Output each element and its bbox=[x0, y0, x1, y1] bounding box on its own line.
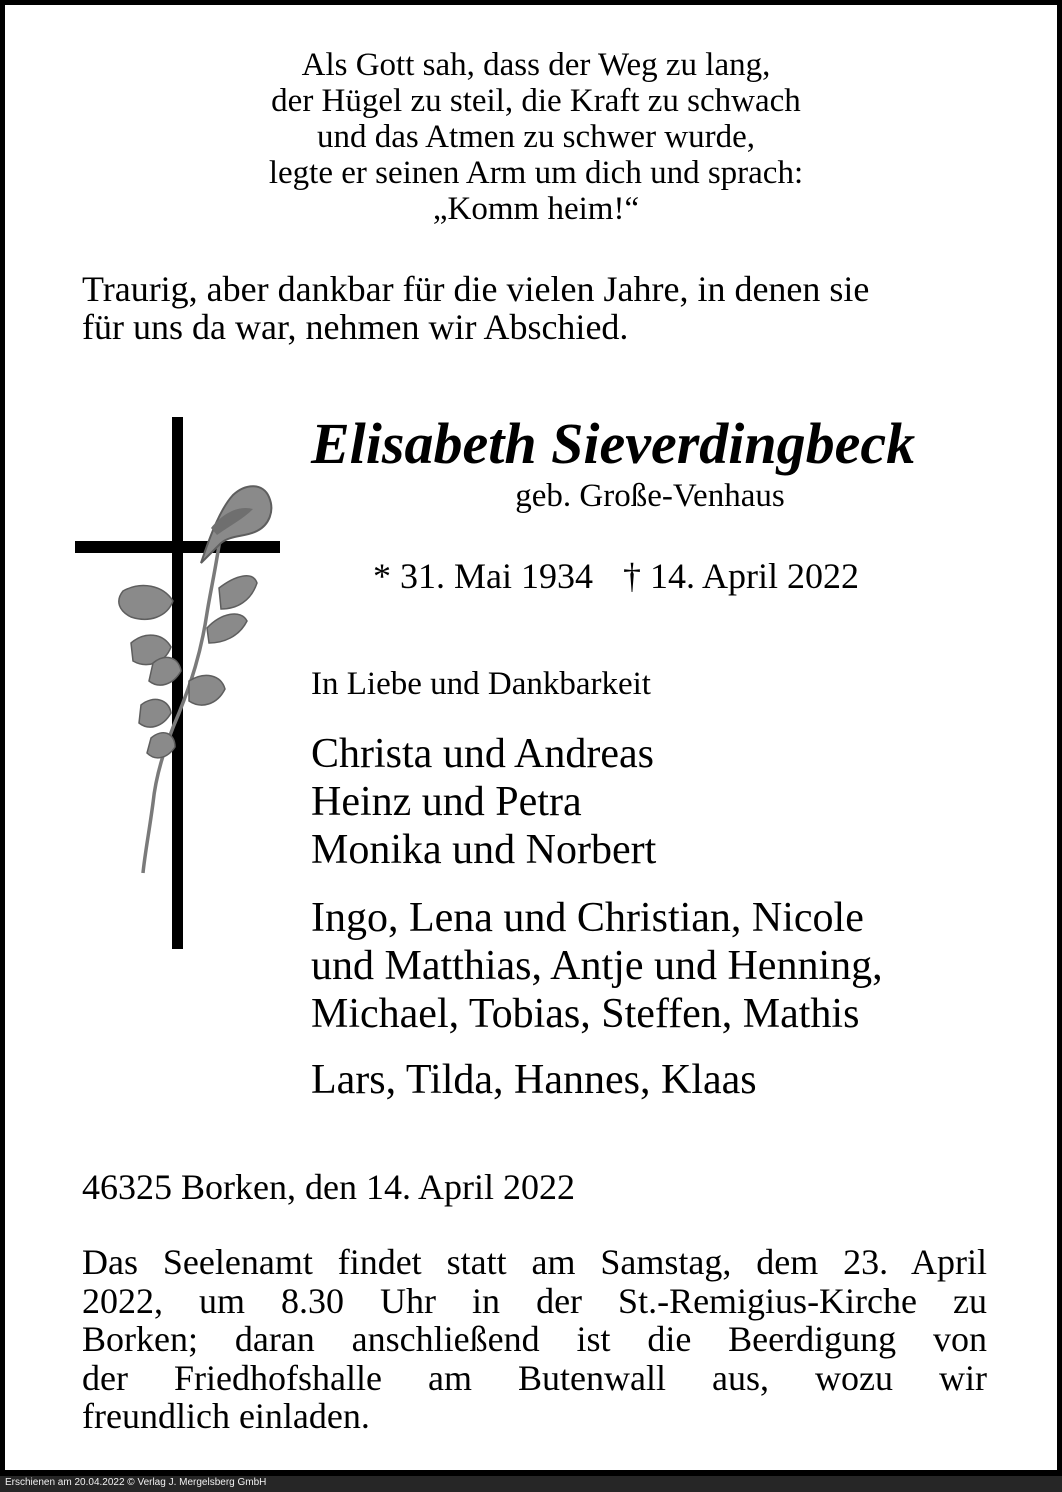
birth-date: * 31. Mai 1934 bbox=[373, 556, 593, 596]
poem-line: und das Atmen zu schwer wurde, bbox=[316, 119, 756, 155]
poem-line: legte er seinen Arm um dich und sprach: bbox=[268, 155, 804, 191]
poem-line: Als Gott sah, dass der Weg zu lang, bbox=[301, 47, 771, 83]
mourner-line: Christa und Andreas bbox=[311, 731, 654, 777]
dedication: In Liebe und Dankbarkeit bbox=[311, 666, 651, 702]
deceased-name: Elisabeth Sieverdingbeck bbox=[311, 411, 916, 476]
service-line: 2022, um 8.30 Uhr in der St.-Remigius-Kirche zu bbox=[82, 1280, 987, 1321]
service-information bbox=[82, 1243, 987, 1436]
intro-line: für uns da war, nehmen wir Abschied. bbox=[82, 307, 629, 347]
poem-line: „Komm heim!“ bbox=[432, 191, 640, 227]
service-line: Das Seelenamt findet statt am Samstag, dem 23. April bbox=[82, 1242, 987, 1282]
mourner-line: und Matthias, Antje und Henning, bbox=[311, 943, 883, 989]
service-line: Borken; daran anschließend ist die Beerdigung von bbox=[82, 1319, 987, 1359]
publication-note: Erschienen am 20.04.2022 © Verlag J. Mergelsberg GmbH bbox=[5, 1477, 267, 1488]
place-and-date: 46325 Borken, den 14. April 2022 bbox=[82, 1167, 575, 1207]
intro-line: Traurig, aber dankbar für die vielen Jahre, in denen sie bbox=[82, 269, 870, 309]
service-line: der Friedhofshalle am Butenwall aus, wozu wir bbox=[82, 1357, 987, 1398]
mourner-line: Ingo, Lena und Christian, Nicole bbox=[311, 895, 864, 941]
mourners-grandchildren bbox=[311, 894, 883, 1038]
mourners-great-grandchildren bbox=[311, 1056, 757, 1104]
service-line: freundlich einladen. bbox=[82, 1396, 370, 1436]
publication-footer bbox=[0, 1476, 1062, 1492]
mourner-line: Heinz und Petra bbox=[311, 779, 582, 825]
mourner-line: Lars, Tilda, Hannes, Klaas bbox=[311, 1057, 757, 1103]
intro-text bbox=[82, 270, 997, 346]
cross-with-rose-icon bbox=[71, 413, 286, 958]
poem-line: der Hügel zu steil, die Kraft zu schwach bbox=[271, 83, 801, 119]
poem bbox=[5, 47, 1062, 227]
mourner-line: Michael, Tobias, Steffen, Mathis bbox=[311, 991, 860, 1037]
death-date: † 14. April 2022 bbox=[623, 556, 860, 596]
birth-name: geb. Große-Venhaus bbox=[515, 478, 785, 514]
life-dates bbox=[373, 556, 859, 596]
mourners-children bbox=[311, 730, 656, 874]
mourner-line: Monika und Norbert bbox=[311, 827, 657, 873]
